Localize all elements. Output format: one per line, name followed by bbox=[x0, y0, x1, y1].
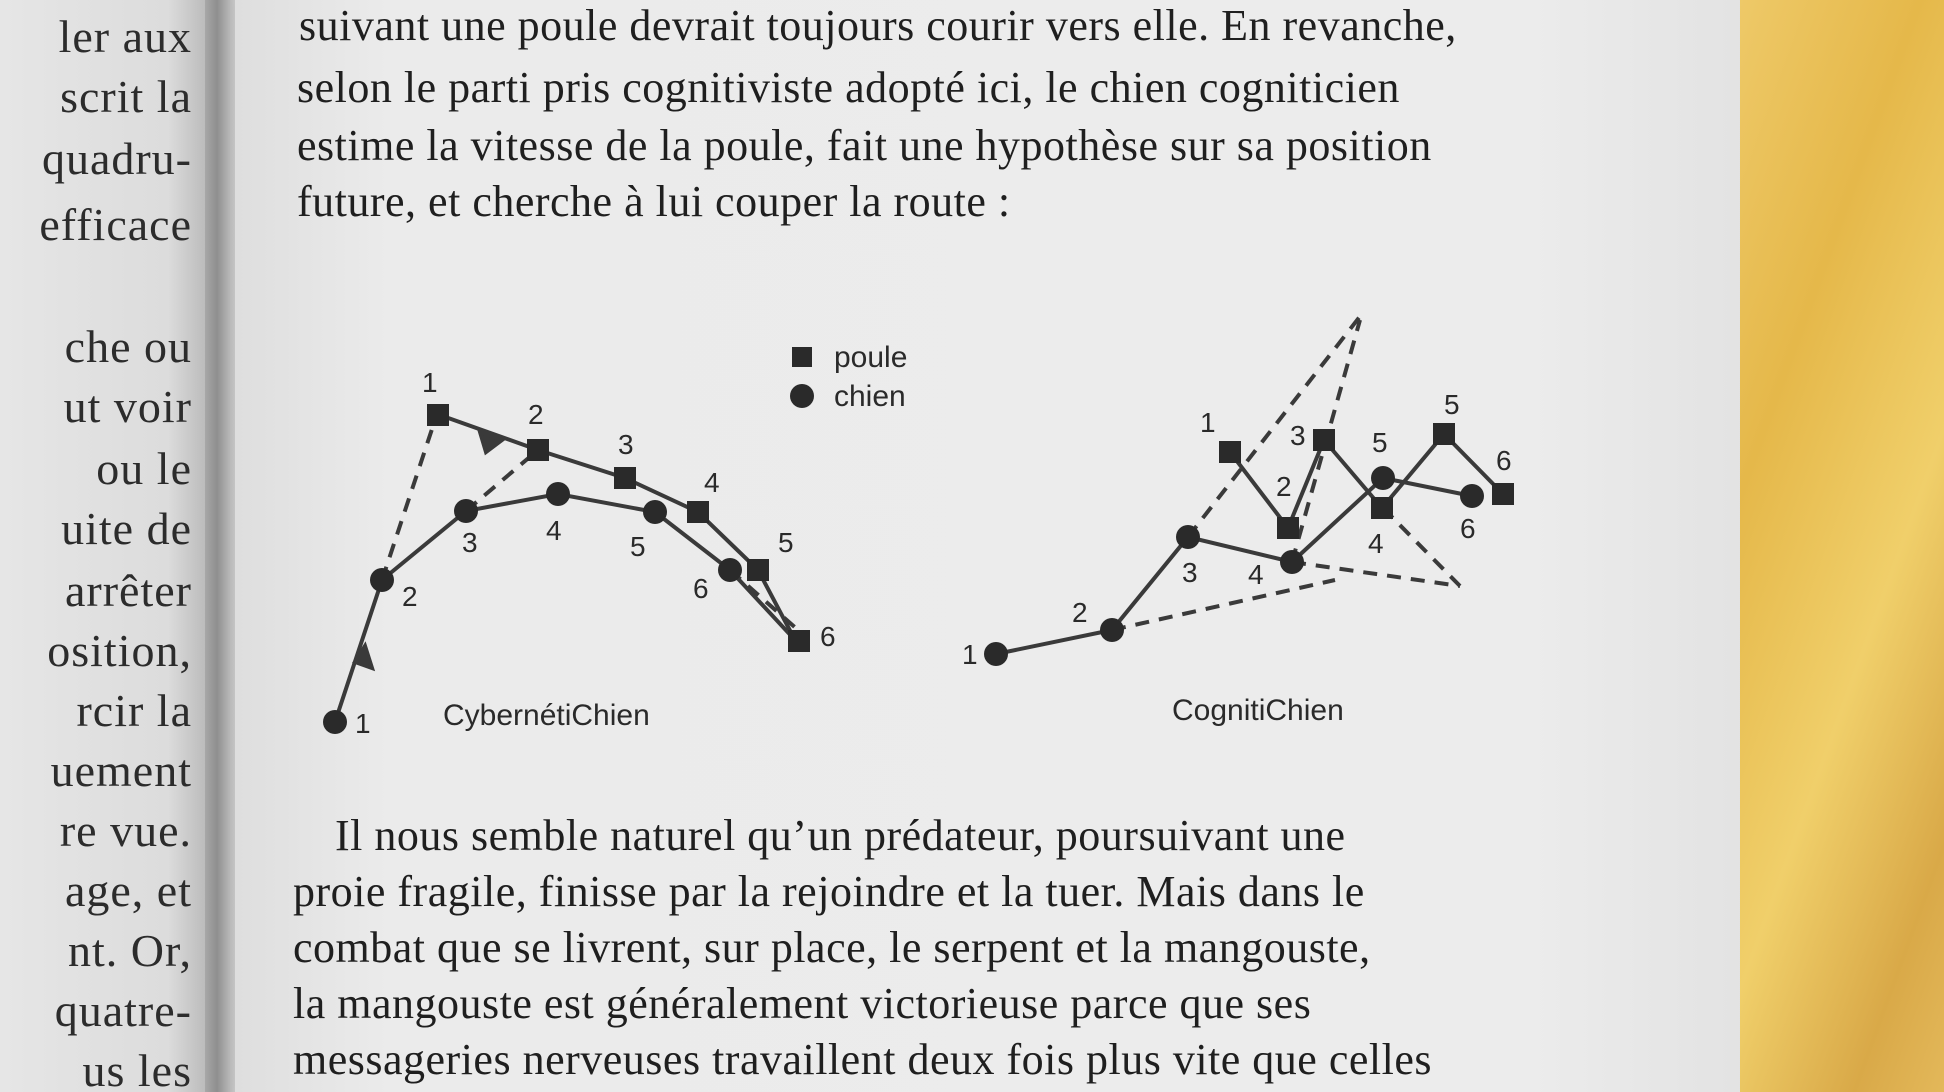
chien-step-label: 3 bbox=[462, 527, 478, 558]
left-line: re vue. bbox=[59, 805, 192, 856]
paragraph-line: estime la vitesse de la poule, fait une hypothèse sur sa position bbox=[297, 121, 1432, 170]
poule-step-label: 3 bbox=[618, 429, 634, 460]
left-line: nt. Or, bbox=[68, 925, 192, 976]
poule-step-label: 4 bbox=[1368, 528, 1384, 559]
chien-step-label: 2 bbox=[1072, 597, 1088, 628]
chien-marker bbox=[1176, 525, 1200, 549]
left-line: efficace bbox=[39, 199, 192, 250]
chien-step-label: 1 bbox=[355, 708, 371, 739]
left-line: ou le bbox=[96, 443, 192, 494]
paragraph-line: suivant une poule devrait toujours courir vers elle. En revanche, bbox=[299, 1, 1457, 50]
left-line: uite de bbox=[61, 503, 192, 554]
poule-marker bbox=[1492, 483, 1514, 505]
figure-legend bbox=[790, 341, 907, 413]
poule-marker bbox=[747, 559, 769, 581]
poule-step-label: 6 bbox=[1496, 445, 1512, 476]
chien-step-label: 6 bbox=[1460, 513, 1476, 544]
legend-dot-icon bbox=[790, 384, 814, 408]
cogni-title: CognitiChien bbox=[1172, 694, 1344, 727]
paragraph-line: proie fragile, finisse par la rejoindre et la tuer. Mais dans le bbox=[293, 867, 1365, 916]
chien-marker bbox=[718, 558, 742, 582]
legend-square-icon bbox=[792, 347, 812, 367]
chien-step-label: 6 bbox=[693, 573, 709, 604]
legend-poule-label: poule bbox=[834, 341, 908, 374]
poule-step-label: 6 bbox=[820, 621, 836, 652]
paragraph-line: la mangouste est généralement victorieuse parce que ses bbox=[293, 979, 1312, 1028]
left-line: osition, bbox=[47, 625, 192, 676]
paragraph-line: Il nous semble naturel qu’un prédateur, poursuivant une bbox=[335, 811, 1346, 860]
chien-marker bbox=[454, 499, 478, 523]
chien-marker bbox=[546, 482, 570, 506]
chien-step-label: 5 bbox=[1372, 427, 1388, 458]
left-line: rcir la bbox=[76, 685, 192, 736]
cogni-sight-line bbox=[1383, 508, 1460, 586]
poule-step-label: 3 bbox=[1290, 420, 1306, 451]
cogni-chien-path bbox=[996, 478, 1472, 654]
chien-marker bbox=[1460, 484, 1484, 508]
paragraph-line: messageries nerveuses travaillent deux fois plus vite que celles bbox=[293, 1035, 1432, 1084]
chien-marker bbox=[1280, 550, 1304, 574]
chien-marker bbox=[370, 568, 394, 592]
paragraph-line: selon le parti pris cognitiviste adopté ici, le chien cogniticien bbox=[297, 63, 1400, 112]
chien-marker bbox=[323, 710, 347, 734]
poule-marker bbox=[1219, 441, 1241, 463]
chien-step-label: 1 bbox=[962, 639, 978, 670]
chien-step-label: 4 bbox=[546, 515, 562, 546]
legend-chien-label: chien bbox=[834, 380, 906, 413]
left-line: us les bbox=[82, 1045, 192, 1092]
chien-step-label: 4 bbox=[1248, 559, 1264, 590]
poule-marker bbox=[614, 467, 636, 489]
chien-marker bbox=[643, 500, 667, 524]
left-line: arrêter bbox=[65, 565, 192, 616]
poule-step-label: 2 bbox=[1276, 471, 1292, 502]
left-line: quadru- bbox=[41, 133, 192, 184]
chien-step-label: 5 bbox=[630, 531, 646, 562]
paragraph-line: combat que se livrent, sur place, le serpent et la mangouste, bbox=[293, 923, 1371, 972]
poule-step-label: 5 bbox=[778, 527, 794, 558]
poule-marker bbox=[788, 630, 810, 652]
poule-step-label: 1 bbox=[422, 367, 438, 398]
poule-marker bbox=[1433, 423, 1455, 445]
left-line: scrit la bbox=[60, 71, 192, 122]
left-line: age, et bbox=[64, 865, 192, 916]
cyber-title: CybernétiChien bbox=[443, 699, 650, 732]
poule-step-label: 5 bbox=[1444, 389, 1460, 420]
chien-step-label: 3 bbox=[1182, 557, 1198, 588]
poule-marker bbox=[1371, 497, 1393, 519]
chien-step-label: 2 bbox=[402, 581, 418, 612]
poule-step-label: 4 bbox=[704, 467, 720, 498]
left-line: ler aux bbox=[58, 11, 192, 62]
left-line: ut voir bbox=[63, 381, 192, 432]
left-line: uement bbox=[50, 745, 192, 796]
left-line: quatre- bbox=[54, 985, 192, 1036]
poule-marker bbox=[1313, 429, 1335, 451]
poule-marker bbox=[427, 404, 449, 426]
poule-step-label: 1 bbox=[1200, 407, 1216, 438]
left-line: che ou bbox=[64, 321, 192, 372]
paragraph-line: future, et cherche à lui couper la route : bbox=[297, 177, 1011, 226]
chien-marker bbox=[1371, 466, 1395, 490]
chien-marker bbox=[984, 642, 1008, 666]
chien-marker bbox=[1100, 618, 1124, 642]
cogni-labels bbox=[962, 389, 1512, 670]
poule-marker bbox=[1277, 517, 1299, 539]
poule-marker bbox=[527, 439, 549, 461]
poule-marker bbox=[687, 501, 709, 523]
cogni-sight-line bbox=[1292, 562, 1460, 586]
poule-step-label: 2 bbox=[528, 399, 544, 430]
